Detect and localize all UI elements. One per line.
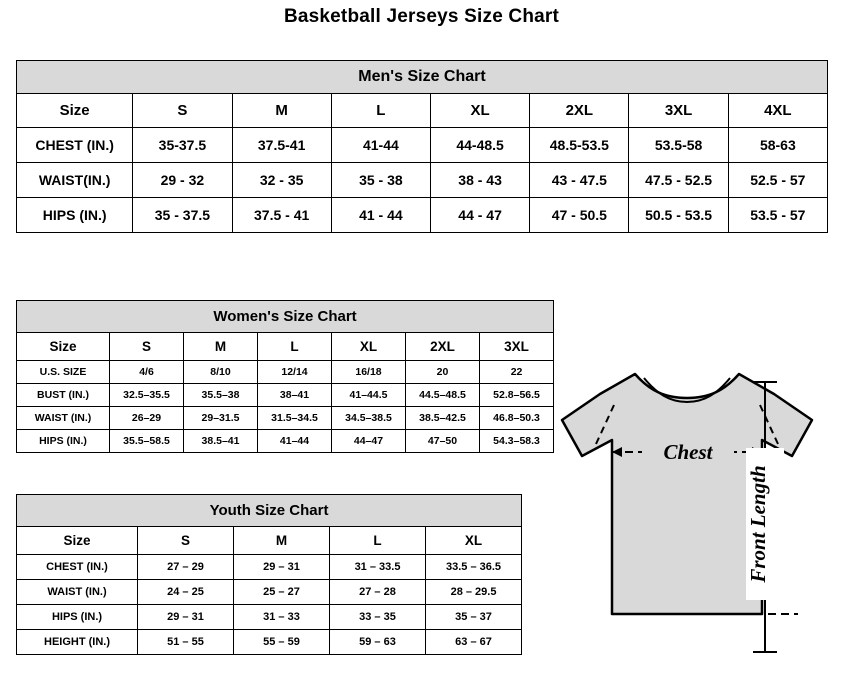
youth-cell: 63 – 67 bbox=[426, 630, 522, 655]
mens-cell: 44 - 47 bbox=[430, 198, 529, 233]
mens-header-cell: Size bbox=[17, 94, 133, 128]
womens-cell: 32.5–35.5 bbox=[110, 384, 184, 407]
youth-header-row bbox=[17, 527, 522, 555]
mens-cell: 35 - 37.5 bbox=[133, 198, 232, 233]
mens-cell: 52.5 - 57 bbox=[728, 163, 827, 198]
womens-cell: 54.3–58.3 bbox=[480, 430, 554, 453]
youth-cell: 29 – 31 bbox=[234, 555, 330, 580]
youth-cell: 28 – 29.5 bbox=[426, 580, 522, 605]
mens-cell: 38 - 43 bbox=[430, 163, 529, 198]
mens-header-cell: XL bbox=[430, 94, 529, 128]
youth-row-label: WAIST (IN.) bbox=[17, 580, 138, 605]
mens-cell: 58-63 bbox=[728, 128, 827, 163]
womens-row-label: BUST (IN.) bbox=[17, 384, 110, 407]
mens-header-cell: L bbox=[331, 94, 430, 128]
womens-row-label: HIPS (IN.) bbox=[17, 430, 110, 453]
womens-cell: 34.5–38.5 bbox=[332, 407, 406, 430]
mens-cell: 41 - 44 bbox=[331, 198, 430, 233]
mens-cell: 53.5 - 57 bbox=[728, 198, 827, 233]
mens-header-cell: 4XL bbox=[728, 94, 827, 128]
womens-cell: 38.5–42.5 bbox=[406, 407, 480, 430]
youth-cell: 35 – 37 bbox=[426, 605, 522, 630]
youth-chart-title-row bbox=[17, 495, 522, 527]
youth-size-chart bbox=[16, 494, 522, 655]
mens-header-cell: M bbox=[232, 94, 331, 128]
mens-cell: 47.5 - 52.5 bbox=[629, 163, 728, 198]
womens-cell: 29–31.5 bbox=[184, 407, 258, 430]
mens-cell: 37.5-41 bbox=[232, 128, 331, 163]
youth-cell: 31 – 33.5 bbox=[330, 555, 426, 580]
youth-header-cell: M bbox=[234, 527, 330, 555]
youth-row-label: HIPS (IN.) bbox=[17, 605, 138, 630]
youth-cell: 59 – 63 bbox=[330, 630, 426, 655]
youth-cell: 24 – 25 bbox=[138, 580, 234, 605]
womens-chart-title: Women's Size Chart bbox=[17, 301, 554, 333]
womens-row-label: U.S. SIZE bbox=[17, 361, 110, 384]
mens-size-chart bbox=[16, 60, 828, 233]
chest-label: Chest bbox=[663, 440, 713, 464]
womens-cell: 12/14 bbox=[258, 361, 332, 384]
womens-cell: 38.5–41 bbox=[184, 430, 258, 453]
mens-cell: 35 - 38 bbox=[331, 163, 430, 198]
table-row bbox=[17, 430, 554, 453]
womens-row-label: WAIST (IN.) bbox=[17, 407, 110, 430]
womens-header-cell: XL bbox=[332, 333, 406, 361]
youth-header-cell: Size bbox=[17, 527, 138, 555]
womens-header-cell: L bbox=[258, 333, 332, 361]
mens-header-cell: S bbox=[133, 94, 232, 128]
youth-cell: 27 – 29 bbox=[138, 555, 234, 580]
youth-cell: 27 – 28 bbox=[330, 580, 426, 605]
mens-header-row bbox=[17, 94, 828, 128]
mens-row-label: HIPS (IN.) bbox=[17, 198, 133, 233]
youth-cell: 31 – 33 bbox=[234, 605, 330, 630]
mens-cell: 37.5 - 41 bbox=[232, 198, 331, 233]
table-row bbox=[17, 630, 522, 655]
womens-header-cell: 3XL bbox=[480, 333, 554, 361]
page-title: Basketball Jerseys Size Chart bbox=[283, 6, 560, 27]
womens-cell: 52.8–56.5 bbox=[480, 384, 554, 407]
womens-cell: 22 bbox=[480, 361, 554, 384]
mens-cell: 44-48.5 bbox=[430, 128, 529, 163]
womens-cell: 38–41 bbox=[258, 384, 332, 407]
womens-header-cell: 2XL bbox=[406, 333, 480, 361]
womens-cell: 26–29 bbox=[110, 407, 184, 430]
womens-cell: 41–44 bbox=[258, 430, 332, 453]
mens-cell: 35-37.5 bbox=[133, 128, 232, 163]
womens-cell: 44–47 bbox=[332, 430, 406, 453]
womens-chart-title-row bbox=[17, 301, 554, 333]
womens-header-cell: S bbox=[110, 333, 184, 361]
womens-header-cell: M bbox=[184, 333, 258, 361]
table-row bbox=[17, 128, 828, 163]
womens-cell: 16/18 bbox=[332, 361, 406, 384]
youth-header-cell: XL bbox=[426, 527, 522, 555]
womens-cell: 41–44.5 bbox=[332, 384, 406, 407]
mens-cell: 48.5-53.5 bbox=[530, 128, 629, 163]
womens-header-row bbox=[17, 333, 554, 361]
mens-row-label: WAIST(IN.) bbox=[17, 163, 133, 198]
jersey-measurement-diagram bbox=[540, 352, 840, 672]
mens-cell: 47 - 50.5 bbox=[530, 198, 629, 233]
youth-chart-title: Youth Size Chart bbox=[17, 495, 522, 527]
youth-row-label: CHEST (IN.) bbox=[17, 555, 138, 580]
womens-cell: 46.8–50.3 bbox=[480, 407, 554, 430]
mens-chart-title: Men's Size Chart bbox=[17, 61, 828, 94]
youth-cell: 29 – 31 bbox=[138, 605, 234, 630]
table-row bbox=[17, 580, 522, 605]
mens-cell: 32 - 35 bbox=[232, 163, 331, 198]
front-length-label: Front Length bbox=[746, 465, 770, 583]
youth-cell: 51 – 55 bbox=[138, 630, 234, 655]
table-row bbox=[17, 163, 828, 198]
womens-cell: 8/10 bbox=[184, 361, 258, 384]
table-row bbox=[17, 605, 522, 630]
youth-cell: 33 – 35 bbox=[330, 605, 426, 630]
mens-row-label: CHEST (IN.) bbox=[17, 128, 133, 163]
table-row bbox=[17, 198, 828, 233]
womens-cell: 20 bbox=[406, 361, 480, 384]
mens-cell: 50.5 - 53.5 bbox=[629, 198, 728, 233]
mens-cell: 41-44 bbox=[331, 128, 430, 163]
table-row bbox=[17, 555, 522, 580]
youth-cell: 55 – 59 bbox=[234, 630, 330, 655]
mens-cell: 53.5-58 bbox=[629, 128, 728, 163]
mens-chart-title-row bbox=[17, 61, 828, 94]
womens-cell: 44.5–48.5 bbox=[406, 384, 480, 407]
youth-header-cell: S bbox=[138, 527, 234, 555]
mens-header-cell: 3XL bbox=[629, 94, 728, 128]
youth-cell: 33.5 – 36.5 bbox=[426, 555, 522, 580]
womens-header-cell: Size bbox=[17, 333, 110, 361]
table-row bbox=[17, 384, 554, 407]
youth-row-label: HEIGHT (IN.) bbox=[17, 630, 138, 655]
table-row bbox=[17, 407, 554, 430]
youth-cell: 25 – 27 bbox=[234, 580, 330, 605]
womens-cell: 47–50 bbox=[406, 430, 480, 453]
mens-cell: 29 - 32 bbox=[133, 163, 232, 198]
youth-header-cell: L bbox=[330, 527, 426, 555]
womens-size-chart bbox=[16, 300, 554, 453]
table-row bbox=[17, 361, 554, 384]
mens-cell: 43 - 47.5 bbox=[530, 163, 629, 198]
womens-cell: 4/6 bbox=[110, 361, 184, 384]
womens-cell: 31.5–34.5 bbox=[258, 407, 332, 430]
womens-cell: 35.5–38 bbox=[184, 384, 258, 407]
womens-cell: 35.5–58.5 bbox=[110, 430, 184, 453]
mens-header-cell: 2XL bbox=[530, 94, 629, 128]
